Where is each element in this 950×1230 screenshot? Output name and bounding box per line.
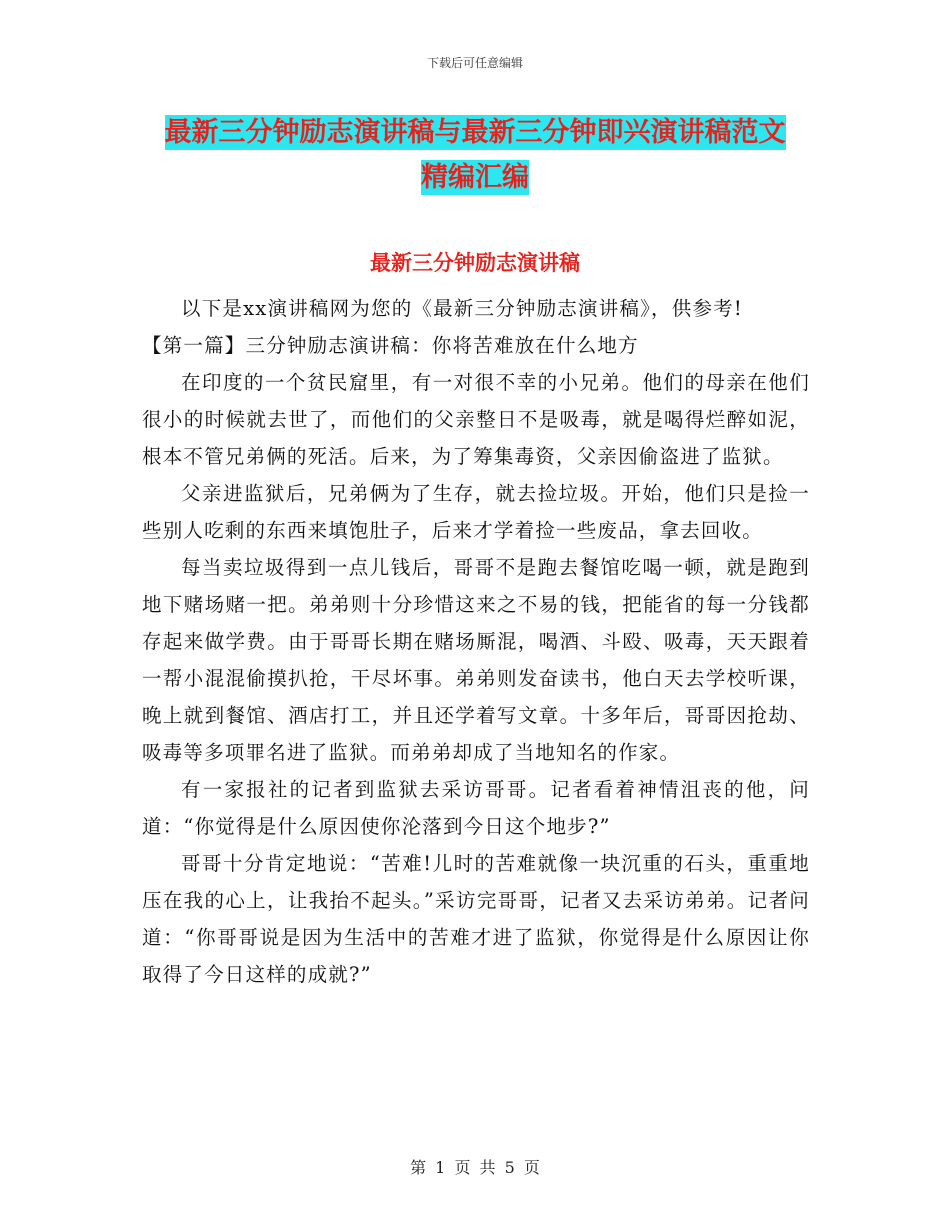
body-paragraph: 有一家报社的记者到监狱去采访哥哥。记者看着神情沮丧的他，问道：“你觉得是什么原因使你沦落到今日这个地步?” [142, 778, 810, 838]
document-title-line-1: 最新三分钟励志演讲稿与最新三分钟即兴演讲稿范文 [164, 117, 786, 148]
section-title: 最新三分钟励志演讲稿 [370, 251, 580, 275]
header-note: 下载后可任意编辑 [426, 56, 523, 70]
document-title [140, 110, 810, 200]
body-paragraph: 父亲进监狱后，兄弟俩为了生存，就去捡垃圾。开始，他们只是捡一些别人吃剩的东西来填饱肚子，后来才学着捡一些废品，拿去回收。 [142, 482, 810, 542]
body-paragraph: 在印度的一个贫民窟里，有一对很不幸的小兄弟。他们的母亲在他们很小的时候就去世了，而他们的父亲整日不是吸毒，就是喝得烂醉如泥，根本不管兄弟俩的死活。后来，为了筹集毒资，父亲因偷盗进了监狱。 [142, 371, 810, 468]
document-title-line-2: 精编汇编 [421, 162, 529, 193]
chapter-heading: 【第一篇】三分钟励志演讲稿：你将苦难放在什么地方 [142, 334, 639, 357]
body-paragraph: 哥哥十分肯定地说：“苦难!儿时的苦难就像一块沉重的石头，重重地压在我的心上，让我抬不起头。”采访完哥哥，记者又去采访弟弟。记者问道：“你哥哥说是因为生活中的苦难才进了监狱，你觉得是什么原因让你取得了今日这样的成就?” [142, 852, 810, 986]
body-text [142, 290, 810, 993]
intro-paragraph: 以下是xx演讲稿网为您的《最新三分钟励志演讲稿》，供参考! [181, 297, 743, 320]
body-paragraph: 每当卖垃圾得到一点儿钱后，哥哥不是跑去餐馆吃喝一顿，就是跑到地下赌场赌一把。弟弟则十分珍惜这来之不易的钱，把能省的每一分钱都存起来做学费。由于哥哥长期在赌场厮混，喝酒、斗殴、吸毒，天天跟着一帮小混混偷摸扒抢，干尽坏事。弟弟则发奋读书，他白天去学校听课，晚上就到餐馆、酒店打工，并且还学着写文章。十多年后，哥哥因抢劫、吸毒等多项罪名进了监狱。而弟弟却成了当地知名的作家。 [142, 556, 810, 764]
page-number-footer: 第 1 页 共 5 页 [410, 1158, 540, 1177]
